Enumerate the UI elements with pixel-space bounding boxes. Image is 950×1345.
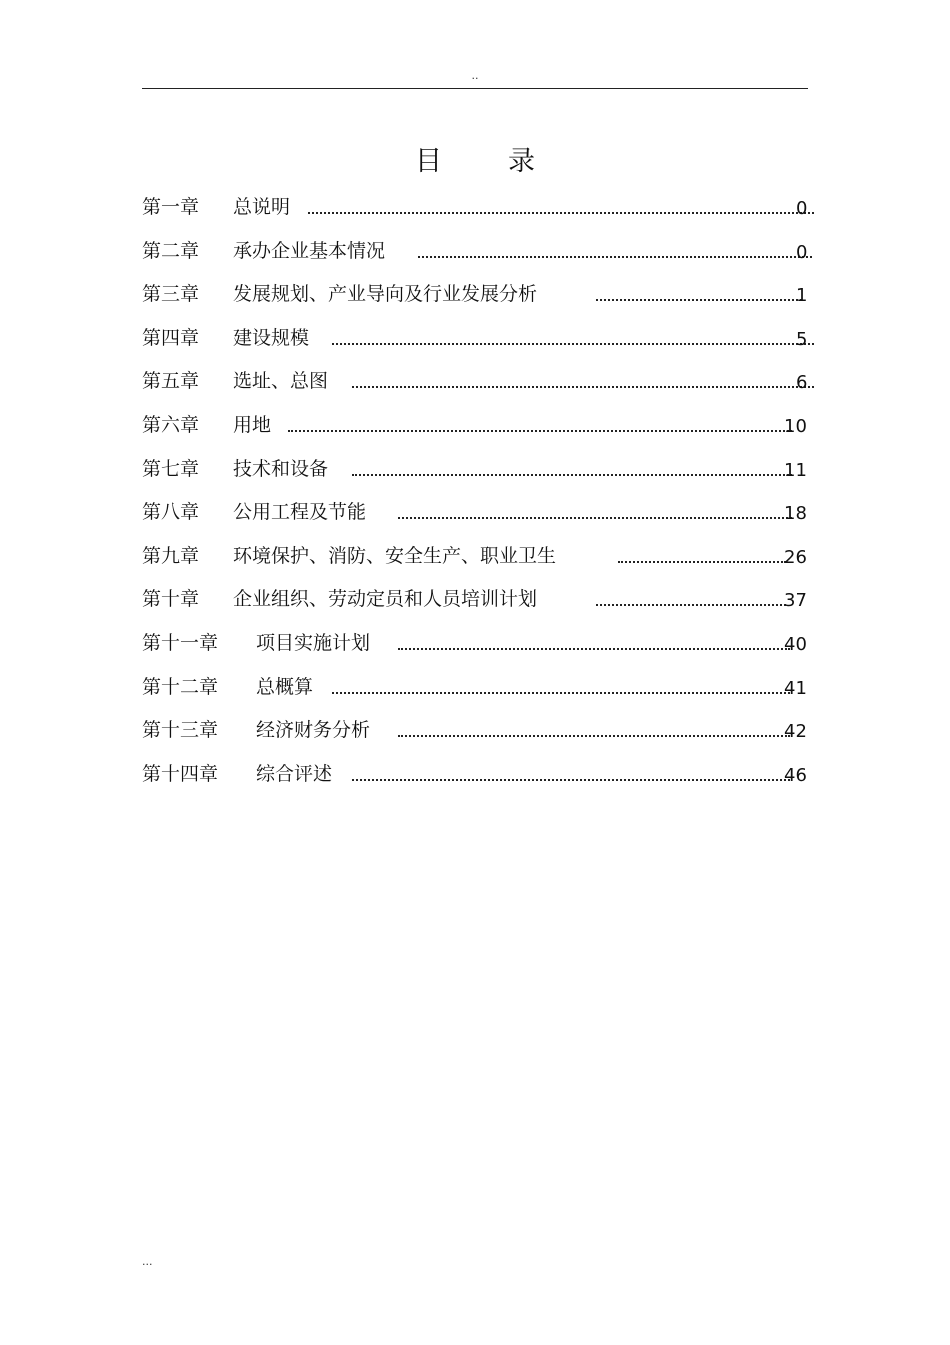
footer-mark: ... [142, 1255, 153, 1268]
toc-leader-dots [398, 517, 792, 519]
toc-entry[interactable] [142, 495, 814, 539]
toc-page-number: 26 [784, 546, 807, 568]
toc-entry[interactable] [142, 234, 814, 278]
toc-chapter-label: 第五章 [142, 370, 200, 393]
toc-title: 环境保护、消防、安全生产、职业卫生 [233, 544, 557, 567]
toc-chapter-label: 第三章 [142, 283, 200, 306]
toc-title: 建设规模 [233, 326, 310, 349]
toc-entry[interactable] [142, 364, 814, 408]
toc-entry[interactable] [142, 408, 814, 452]
toc-title: 公用工程及节能 [233, 501, 367, 524]
toc-chapter-label: 第十一章 [142, 631, 219, 654]
toc-chapter-label: 第十二章 [142, 675, 219, 698]
toc-chapter-label: 第九章 [142, 544, 200, 567]
toc-title: 企业组织、劳动定员和人员培训计划 [233, 588, 538, 611]
toc-entry[interactable] [142, 190, 814, 234]
toc-leader-dots [618, 561, 786, 563]
toc-leader-dots [596, 604, 786, 606]
toc-chapter-label: 第二章 [142, 239, 200, 262]
toc-page-number: 11 [784, 459, 807, 481]
toc-entry[interactable] [142, 452, 814, 496]
toc-entry[interactable] [142, 757, 814, 801]
toc-page-number: 0 [796, 198, 808, 219]
toc-leader-dots [332, 343, 814, 345]
toc-chapter-label: 第八章 [142, 501, 200, 524]
toc-chapter-label: 第十章 [142, 588, 200, 611]
toc-title: 综合评述 [256, 762, 333, 785]
toc-chapter-label: 第一章 [142, 196, 200, 218]
toc-entry[interactable] [142, 321, 814, 365]
toc-leader-dots [288, 430, 792, 432]
toc-title: 经济财务分析 [256, 719, 371, 742]
toc-entry[interactable] [142, 626, 814, 670]
toc-page-number: 0 [796, 241, 808, 263]
toc-chapter-label: 第四章 [142, 326, 200, 349]
toc-leader-dots [398, 648, 790, 650]
toc-entry[interactable] [142, 582, 814, 626]
toc-entry[interactable] [142, 277, 814, 321]
toc-leader-dots [352, 474, 792, 476]
header-mark: .. [471, 69, 479, 82]
toc-leader-dots [332, 692, 790, 694]
toc-leader-dots [398, 735, 790, 737]
toc-chapter-label: 第六章 [142, 413, 200, 436]
toc-title: 总概算 [256, 675, 314, 698]
toc-entry[interactable] [142, 713, 814, 757]
toc-entry[interactable] [142, 670, 814, 714]
toc-title: 选址、总图 [233, 370, 329, 393]
toc-page-number: 46 [784, 764, 807, 786]
toc-page-number: 1 [796, 285, 808, 307]
toc-page-number: 41 [784, 677, 807, 699]
toc-leader-dots [352, 386, 814, 388]
toc-leader-dots [352, 779, 790, 781]
toc-chapter-label: 第十四章 [142, 762, 219, 785]
toc-title: 总说明 [233, 196, 291, 218]
table-of-contents [142, 190, 814, 800]
toc-page-number: 40 [784, 633, 807, 655]
toc-entry[interactable] [142, 539, 814, 583]
toc-page-number: 42 [784, 721, 807, 743]
toc-title: 项目实施计划 [256, 631, 371, 654]
toc-title: 用地 [233, 413, 272, 436]
toc-leader-dots [596, 299, 802, 301]
toc-leader-dots [308, 212, 814, 214]
toc-chapter-label: 第十三章 [142, 719, 219, 742]
toc-title: 承办企业基本情况 [233, 239, 386, 262]
toc-page-number: 10 [784, 415, 807, 437]
toc-page-number: 6 [796, 372, 808, 394]
toc-title: 发展规划、产业导向及行业发展分析 [233, 283, 538, 306]
header-rule [142, 88, 808, 89]
toc-leader-dots [418, 256, 812, 258]
toc-page-number: 37 [784, 590, 807, 612]
toc-page-number: 5 [796, 328, 808, 350]
toc-title: 技术和设备 [233, 457, 329, 480]
toc-page-number: 18 [784, 503, 807, 525]
page-title: 目录 [415, 146, 601, 178]
toc-chapter-label: 第七章 [142, 457, 200, 480]
